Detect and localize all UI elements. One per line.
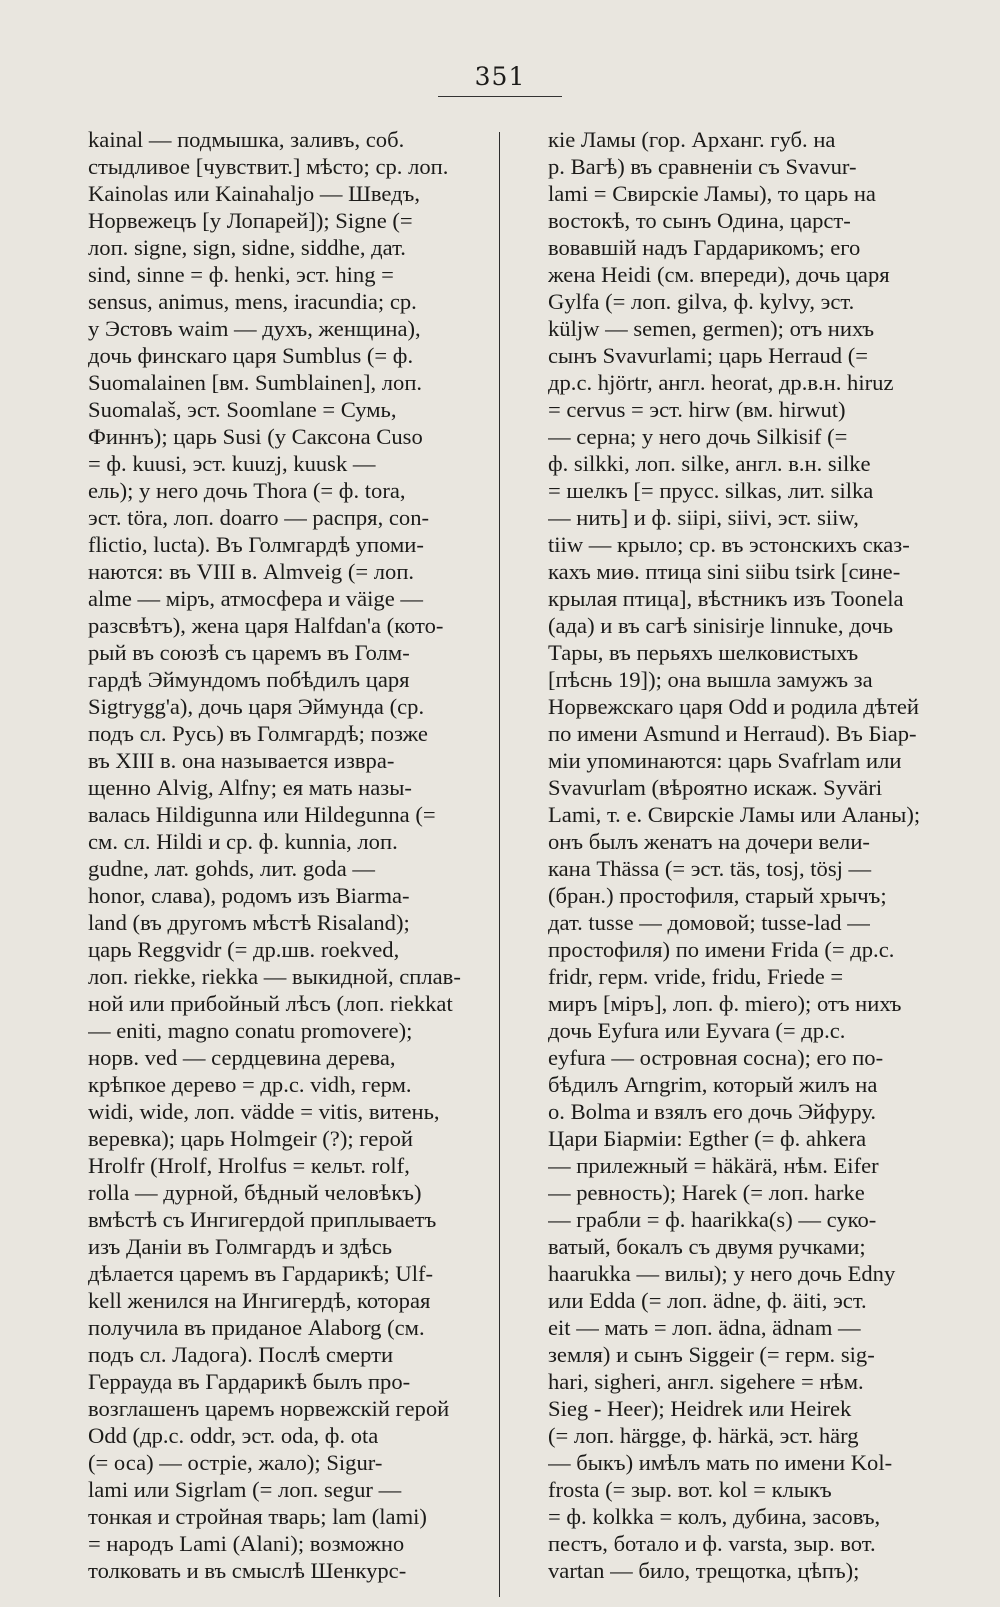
text-line: веревка); царь Holmgeir (?); герой xyxy=(88,1126,413,1151)
text-line: кахъ миѳ. птица sini siibu tsirk [сине- xyxy=(548,559,901,584)
text-line: Odd (др.с. oddr, эст. oda, ф. ota xyxy=(88,1423,379,1448)
text-line: у Эстовъ waim — духъ, женщина), xyxy=(88,316,421,341)
text-line: возглашенъ царемъ норвежскій герой xyxy=(88,1396,450,1421)
text-line: rolla — дурной, бѣдный человѣкъ) xyxy=(88,1180,422,1205)
page-number: 351 xyxy=(474,62,526,91)
text-line: frosta (= зыр. вот. kol = клыкъ xyxy=(548,1477,832,1502)
text-line: ель); у него дочь Thora (= ф. tora, xyxy=(88,478,406,503)
text-line: крѣпкое дерево = др.с. vidh, герм. xyxy=(88,1072,412,1097)
text-line: Норвежецъ [у Лопарей]); Signe (= xyxy=(88,208,413,233)
page-number-rule xyxy=(438,96,562,97)
text-line: стыдливое [чувствит.] мѣсто; ср. лоп. xyxy=(88,154,449,179)
text-line: вовавшій надъ Гардарикомъ; его xyxy=(548,235,861,260)
text-line: tiiw — крыло; ср. въ эстонскихъ сказ- xyxy=(548,532,910,557)
text-line: подъ сл. Ладога). Послѣ смерти xyxy=(88,1342,394,1367)
text-line: норв. ved — сердцевина дерева, xyxy=(88,1045,396,1070)
text-line: изъ Даніи въ Голмгардъ и здѣсь xyxy=(88,1234,393,1259)
text-line: гардѣ Эймундомъ побѣдилъ царя xyxy=(88,667,410,692)
text-line: — нить] и ф. siipi, siivi, эст. siiw, xyxy=(548,505,859,530)
text-line: alme — міръ, атмосфера и väige — xyxy=(88,586,423,611)
text-line: Sigtrygg'a), дочь царя Эймунда (ср. xyxy=(88,694,425,719)
text-line: см. сл. Hildi и ср. ф. kunnia, лоп. xyxy=(88,829,398,854)
text-line: flictio, lucta). Въ Голмгардѣ упоми- xyxy=(88,532,424,557)
text-line: (= оса) — остріе, жало); Sigur- xyxy=(88,1450,383,1475)
text-line: Suomalaš, эст. Soomlane = Сумь, xyxy=(88,397,397,422)
text-line: sind, sinne = ф. henki, эст. hing = xyxy=(88,262,394,287)
text-line: міи упоминаются: царь Svafrlam или xyxy=(548,748,902,773)
text-line: kell женился на Ингигердѣ, которая xyxy=(88,1288,431,1313)
text-line: р. Вагѣ) въ сравненіи съ Svavur- xyxy=(548,154,857,179)
text-line: тонкая и стройная тварь; lam (lami) xyxy=(88,1504,427,1529)
text-line: honor, слава), родомъ изъ Biarma- xyxy=(88,883,410,908)
text-line: kainal — подмышка, заливъ, соб. xyxy=(88,127,405,152)
text-line: = народъ Lami (Alani); возможно xyxy=(88,1531,405,1556)
left-column xyxy=(88,126,498,1584)
text-line: Hrolfr (Hrolf, Hrolfus = кельт. rolf, xyxy=(88,1153,410,1178)
text-line: Герраудa въ Гардарикѣ былъ про- xyxy=(88,1369,411,1394)
text-line: земля) и сынъ Siggeir (= герм. sig- xyxy=(548,1342,875,1367)
text-line: ф. silkki, лоп. silke, англ. в.н. silke xyxy=(548,451,871,476)
text-line: — серна; у него дочь Silkisif (= xyxy=(548,424,848,449)
text-line: Sieg - Heer); Heidrek или Heirek xyxy=(548,1396,852,1421)
text-line: (ада) и въ сагѣ sinisirje linnuke, дочь xyxy=(548,613,894,638)
text-line: подъ сл. Русь) въ Голмгардѣ; позже xyxy=(88,721,428,746)
text-line: küljw — semen, germen); отъ нихъ xyxy=(548,316,875,341)
text-line: щенно Alvig, Alfny; ея мать назы- xyxy=(88,775,412,800)
text-line: толковать и въ смыслѣ Шенкурс- xyxy=(88,1558,407,1583)
text-line: — быкъ) имѣлъ мать по имени Kol- xyxy=(548,1450,893,1475)
text-line: — eniti, magno conatu promovere); xyxy=(88,1018,413,1043)
text-line: Lami, т. е. Свирскіе Ламы или Аланы); xyxy=(548,802,921,827)
text-line: сынъ Svavurlami; царь Herraud (= xyxy=(548,343,869,368)
text-line: онъ былъ женатъ на дочери вели- xyxy=(548,829,870,854)
text-line: дѣлается царемъ въ Гардарикѣ; Ulf- xyxy=(88,1261,434,1286)
text-line: land (въ другомъ мѣстѣ Risaland); xyxy=(88,910,410,935)
text-line: vartan — било, трещотка, цѣпъ); xyxy=(548,1558,860,1583)
text-line: ной или прибойный лѣсъ (лоп. riekkat xyxy=(88,991,453,1016)
text-line: кана Thässa (= эст. täs, tosj, tösj — xyxy=(548,856,872,881)
text-line: sensus, animus, mens, iracundia; ср. xyxy=(88,289,417,314)
text-line: = cervus = эст. hirw (вм. hirwut) xyxy=(548,397,846,422)
text-line: (= лоп. härgge, ф. härkä, эст. härg xyxy=(548,1423,859,1448)
text-line: о. Bolma и взялъ его дочь Эйфуру. xyxy=(548,1099,877,1124)
text-line: — ревность); Harek (= лоп. harke xyxy=(548,1180,865,1205)
text-line: Svavurlam (вѣроятно искаж. Syväri xyxy=(548,775,883,800)
text-line: Gylfa (= лоп. gilva, ф. kylvy, эст. xyxy=(548,289,855,314)
text-line: Тары, въ перьяхъ шелковистыхъ xyxy=(548,640,859,665)
text-line: eit — мать = лоп. ädna, ädnam — xyxy=(548,1315,861,1340)
text-line: = шелкъ [= прусс. silkas, лит. silka xyxy=(548,478,874,503)
text-line: жена Heidi (см. впереди), дочь царя xyxy=(548,262,890,287)
text-line: — прилежный = häkärä, нѣм. Eifer xyxy=(548,1153,879,1178)
text-line: наются: въ VIII в. Almveig (= лоп. xyxy=(88,559,415,584)
text-line: = ф. kuusi, эст. kuuzj, kuusk — xyxy=(88,451,376,476)
text-line: валась Hildigunna или Hildegunna (= xyxy=(88,802,436,827)
text-line: дат. tusse — домовой; tusse-lad — xyxy=(548,910,870,935)
text-line: эст. töra, лоп. doarro — распря, con- xyxy=(88,505,430,530)
text-line: по имени Asmund и Herraud). Въ Біар- xyxy=(548,721,917,746)
text-line: Цари Біарміи: Egther (= ф. ahkera xyxy=(548,1126,867,1151)
text-line: или Edda (= лоп. ädne, ф. äiti, эст. xyxy=(548,1288,867,1313)
text-line: [пѣснь 19]); она вышла замужъ за xyxy=(548,667,873,692)
column-divider xyxy=(499,132,500,1597)
text-line: haarukka — вилы); у него дочь Edny xyxy=(548,1261,896,1286)
text-line: (бран.) простофиля, старый хрычъ; xyxy=(548,883,887,908)
text-line: вмѣстѣ съ Ингигердой приплываетъ xyxy=(88,1207,437,1232)
text-line: eyfura — островная сосна); его по- xyxy=(548,1045,884,1070)
text-line: ватый, бокалъ съ двумя ручками; xyxy=(548,1234,866,1259)
text-line: Финнъ); царь Susi (у Саксона Cuso xyxy=(88,424,423,449)
text-line: widi, wide, лоп. vädde = vitis, витень, xyxy=(88,1099,440,1124)
text-line: дочь финскаго царя Sumblus (= ф. xyxy=(88,343,414,368)
text-line: Норвежскаго царя Odd и родила дѣтей xyxy=(548,694,920,719)
right-column xyxy=(548,126,958,1584)
text-line: простофиля) по имени Frida (= др.с. xyxy=(548,937,895,962)
text-line: крылая птица], вѣстникъ изъ Toonela xyxy=(548,586,904,611)
text-line: gudne, лат. gohds, лит. goda — xyxy=(88,856,375,881)
text-line: Kainolas или Kainahaljo — Шведъ, xyxy=(88,181,420,206)
text-line: кіе Ламы (гор. Арханг. губ. на xyxy=(548,127,836,152)
text-line: fridr, герм. vride, fridu, Friede = xyxy=(548,964,844,989)
text-line: востокѣ, то сынъ Одина, царст- xyxy=(548,208,851,233)
text-line: рый въ союзѣ съ царемъ въ Голм- xyxy=(88,640,410,665)
text-line: получила въ приданое Alaborg (см. xyxy=(88,1315,425,1340)
text-line: лоп. signe, sign, sidne, siddhe, дат. xyxy=(88,235,406,260)
text-line: миръ [міръ], лоп. ф. miero); отъ нихъ xyxy=(548,991,902,1016)
text-line: лоп. riekke, riekka — выкидной, сплав- xyxy=(88,964,461,989)
text-line: — грабли = ф. haarikka(s) — суко- xyxy=(548,1207,877,1232)
text-line: lami или Sigrlam (= лоп. segur — xyxy=(88,1477,402,1502)
text-line: др.с. hjörtr, англ. heorat, др.в.н. hiruz xyxy=(548,370,894,395)
text-line: разсвѣтъ), жена царя Halfdan'a (кото- xyxy=(88,613,444,638)
text-line: дочь Eyfura или Eyvara (= др.с. xyxy=(548,1018,846,1043)
text-line: царь Reggvidr (= др.шв. roekved, xyxy=(88,937,400,962)
text-line: lami = Свирскіе Ламы), то царь на xyxy=(548,181,876,206)
text-line: = ф. kolkka = колъ, дубина, засовъ, xyxy=(548,1504,881,1529)
text-line: въ XIII в. она называется извра- xyxy=(88,748,395,773)
text-line: бѣдилъ Arngrim, который жилъ на xyxy=(548,1072,878,1097)
text-line: Suomalainen [вм. Sumblainen], лоп. xyxy=(88,370,423,395)
text-line: пестъ, ботало и ф. varsta, зыр. вот. xyxy=(548,1531,876,1556)
text-line: hari, sigheri, англ. sigehere = нѣм. xyxy=(548,1369,864,1394)
